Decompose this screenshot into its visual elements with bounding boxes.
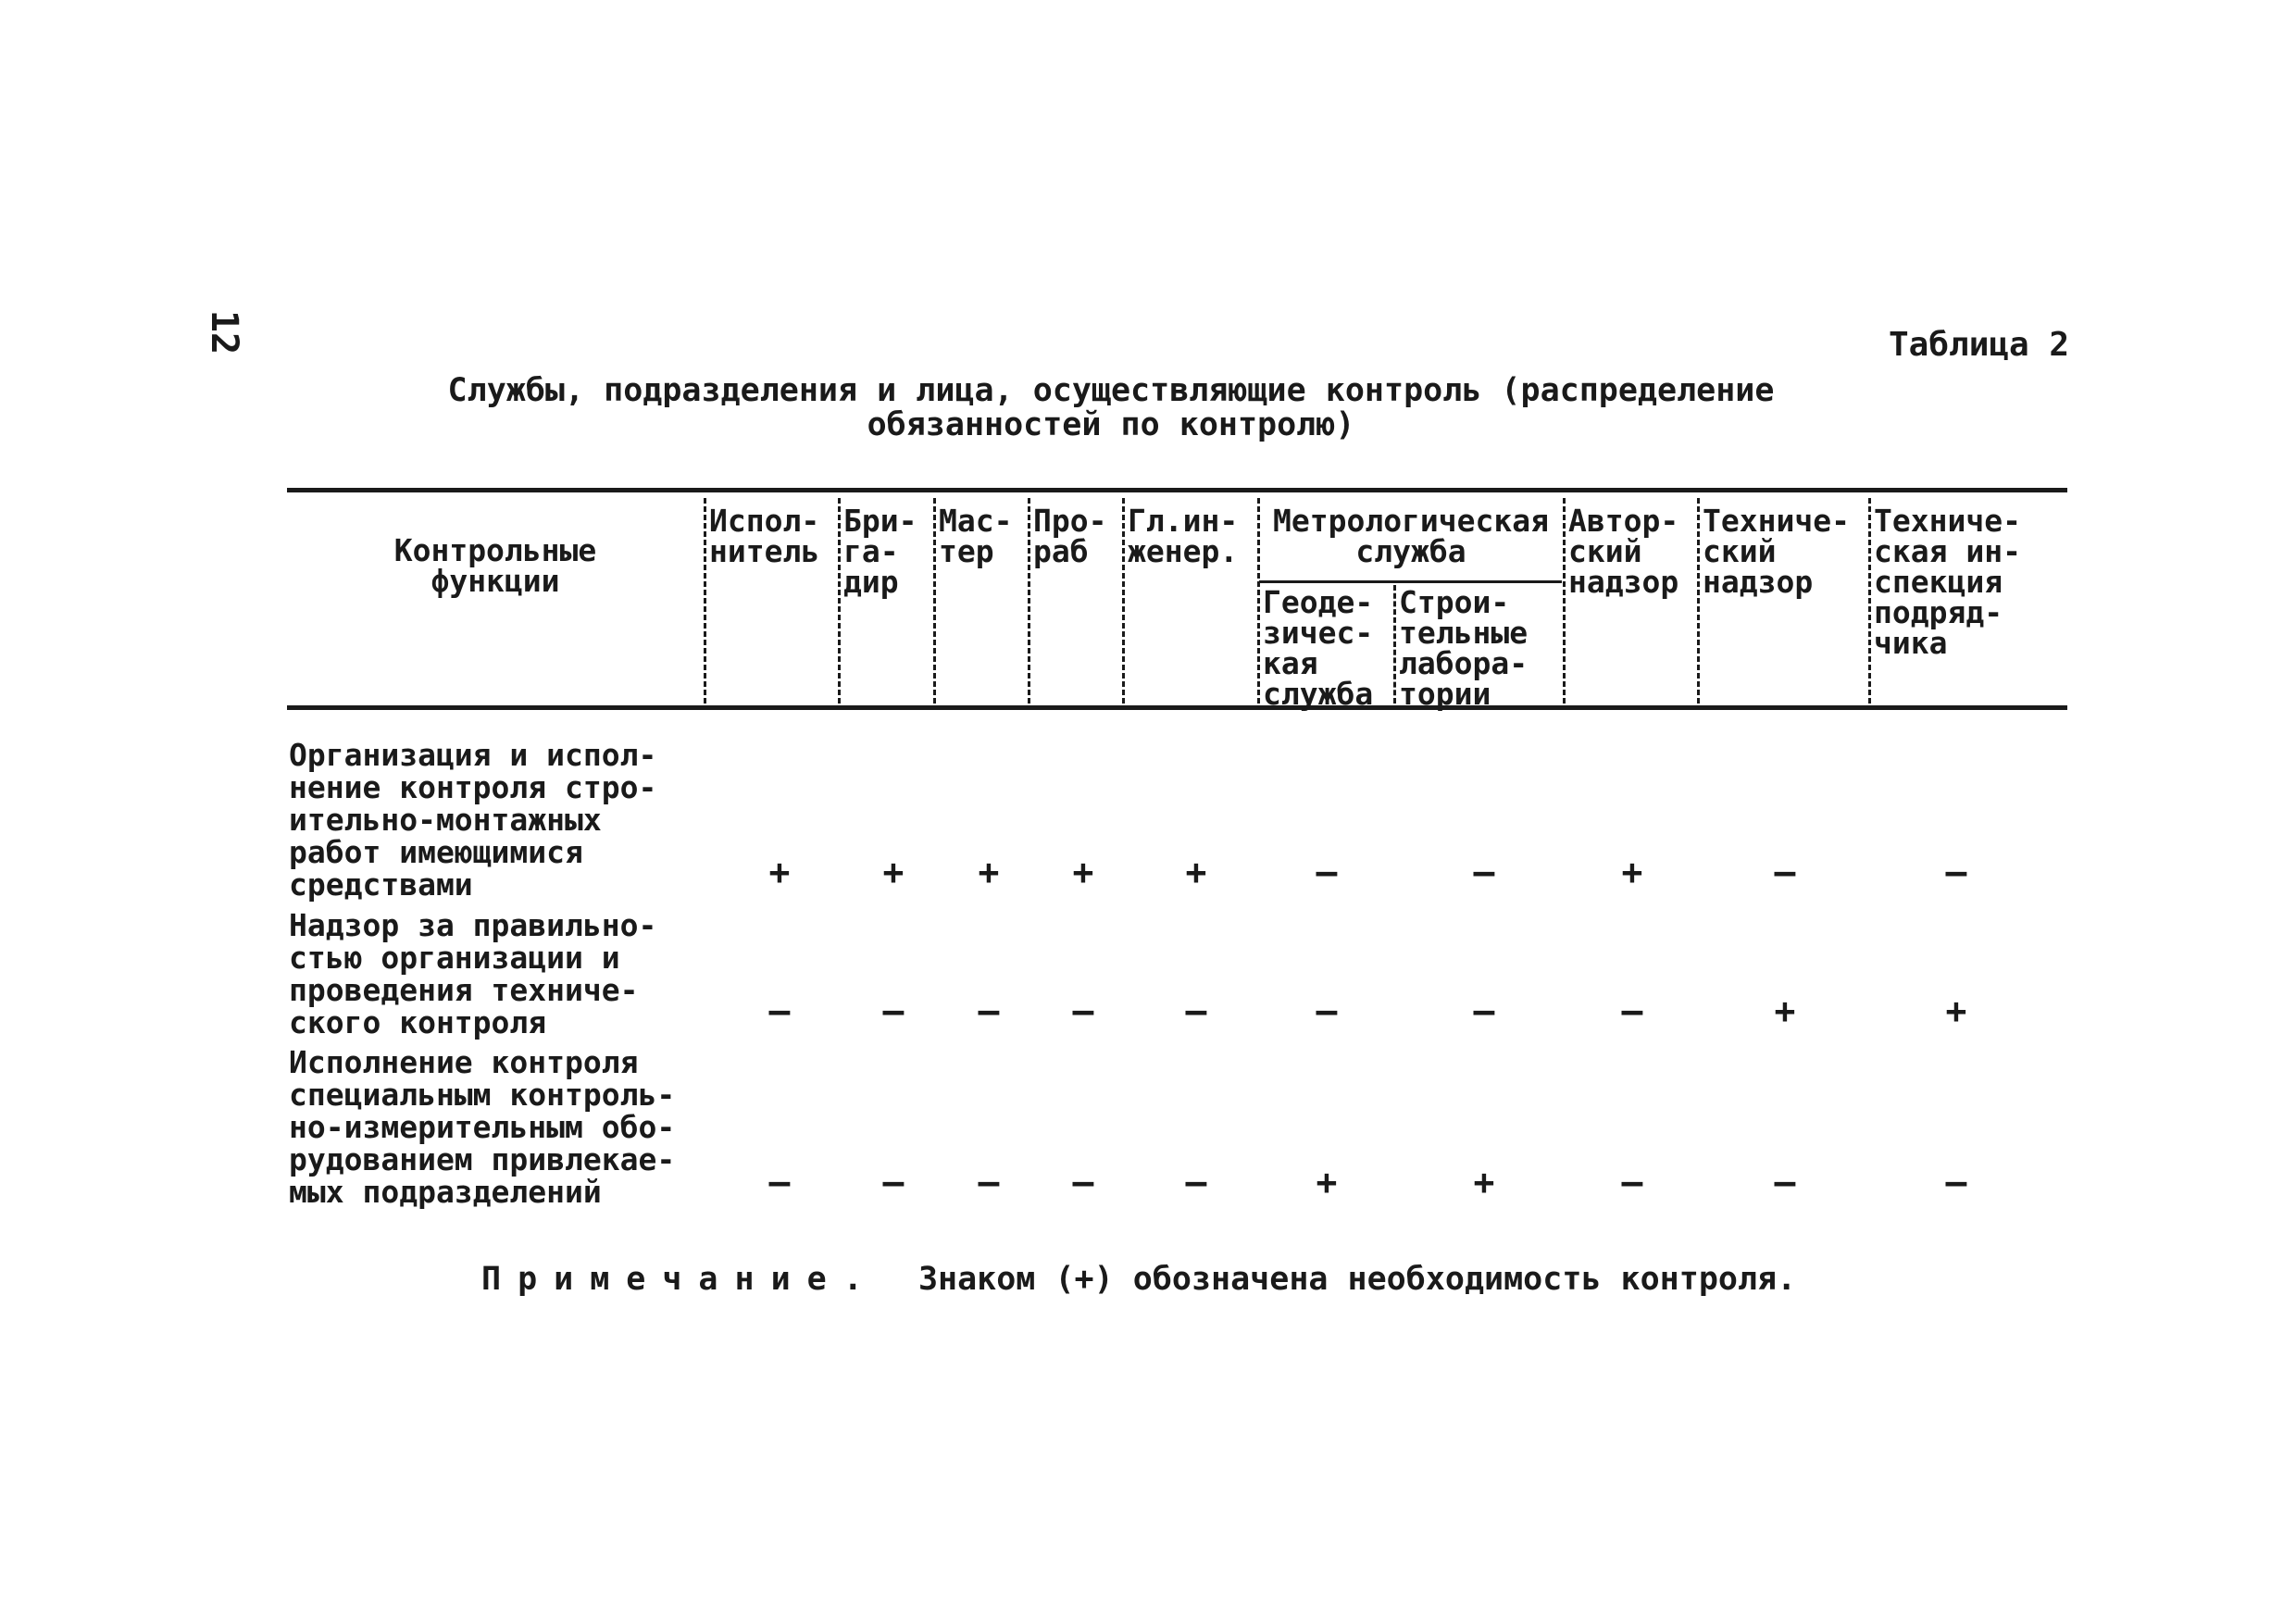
header-labs: Строи- тельные лабора- тории bbox=[1399, 584, 1529, 712]
header-tech-supervision: Техниче- ский надзор bbox=[1703, 503, 1850, 600]
mark-cell: + bbox=[768, 852, 791, 892]
column-separator bbox=[1393, 585, 1396, 704]
row-label-organization: Организация и испол- нение контроля стро- ительно-монтажных работ имеющимися средствами bbox=[289, 737, 657, 903]
note-text: Знаком (+) обозначена необходимость контроля. bbox=[917, 1261, 1797, 1298]
mark-cell: + bbox=[978, 852, 1000, 892]
mark-cell: – bbox=[882, 1162, 905, 1202]
page-number: 12 bbox=[203, 309, 246, 355]
header-author-supervision: Автор- ский надзор bbox=[1568, 503, 1679, 600]
column-separator bbox=[838, 498, 841, 704]
header-metrology: Метрологическая служба bbox=[1272, 503, 1549, 569]
mark-cell: + bbox=[1185, 852, 1207, 892]
column-separator bbox=[1257, 498, 1260, 704]
table-title-text: Службы, подразделения и лица, осуществляющие контроль (распределение обязанностей по контролю) bbox=[447, 372, 1775, 443]
column-separator bbox=[1697, 498, 1700, 704]
mark-cell: – bbox=[1621, 1162, 1643, 1202]
column-separator bbox=[1563, 498, 1566, 704]
column-separator bbox=[1868, 498, 1871, 704]
column-separator bbox=[1122, 498, 1125, 704]
table-note bbox=[481, 1261, 1796, 1298]
mark-cell: – bbox=[1774, 852, 1796, 892]
mark-cell: – bbox=[882, 990, 905, 1031]
mark-cell: – bbox=[768, 990, 791, 1031]
mark-cell: + bbox=[1945, 990, 1967, 1031]
mark-cell: – bbox=[768, 1162, 791, 1202]
mark-cell: – bbox=[1774, 1162, 1796, 1202]
mark-cell: – bbox=[1621, 990, 1643, 1031]
mark-cell: – bbox=[1072, 1162, 1094, 1202]
table-label: Таблица 2 bbox=[1889, 326, 2070, 364]
metrology-subheader-rule bbox=[1259, 580, 1562, 583]
row-label-supervision: Надзор за правильно- стью организации и проведения техниче- ского контроля bbox=[289, 907, 657, 1040]
header-executor: Испол- нитель bbox=[709, 503, 820, 569]
header-prorab: Про- раб bbox=[1033, 503, 1107, 569]
header-functions: Контрольные функции bbox=[393, 532, 597, 599]
column-separator bbox=[933, 498, 936, 704]
mark-cell: + bbox=[1072, 852, 1094, 892]
mark-cell: + bbox=[1621, 852, 1643, 892]
mark-cell: – bbox=[1316, 990, 1338, 1031]
row-label-special-equipment: Исполнение контроля специальным контроль- но-измерительным обо- рудованием привлекае- мых подразделений bbox=[289, 1044, 676, 1210]
mark-cell: – bbox=[978, 990, 1000, 1031]
mark-cell: + bbox=[1473, 1162, 1495, 1202]
mark-cell: + bbox=[1316, 1162, 1338, 1202]
mark-cell: – bbox=[1072, 990, 1094, 1031]
note-heading: Примечание. bbox=[481, 1261, 880, 1298]
header-chief-engineer: Гл.ин- женер. bbox=[1128, 503, 1239, 569]
column-separator bbox=[1028, 498, 1030, 704]
mark-cell: – bbox=[978, 1162, 1000, 1202]
table-top-rule bbox=[287, 488, 2067, 492]
table-title bbox=[370, 374, 1852, 442]
mark-cell: – bbox=[1473, 990, 1495, 1031]
column-separator bbox=[704, 498, 706, 704]
mark-cell: – bbox=[1185, 990, 1207, 1031]
mark-cell: – bbox=[1945, 852, 1967, 892]
mark-cell: – bbox=[1945, 1162, 1967, 1202]
mark-cell: + bbox=[882, 852, 905, 892]
mark-cell: – bbox=[1316, 852, 1338, 892]
mark-cell: – bbox=[1473, 852, 1495, 892]
header-tech-inspection: Техниче- ская ин- спекция подряд- чика bbox=[1874, 503, 2021, 661]
header-master: Мас- тер bbox=[939, 503, 1013, 569]
mark-cell: + bbox=[1774, 990, 1796, 1031]
header-brigadier: Бри- га- дир bbox=[843, 503, 917, 600]
table-header-bottom-rule bbox=[287, 705, 2067, 710]
header-geodetic: Геоде- зичес- кая служба bbox=[1263, 584, 1374, 712]
mark-cell: – bbox=[1185, 1162, 1207, 1202]
